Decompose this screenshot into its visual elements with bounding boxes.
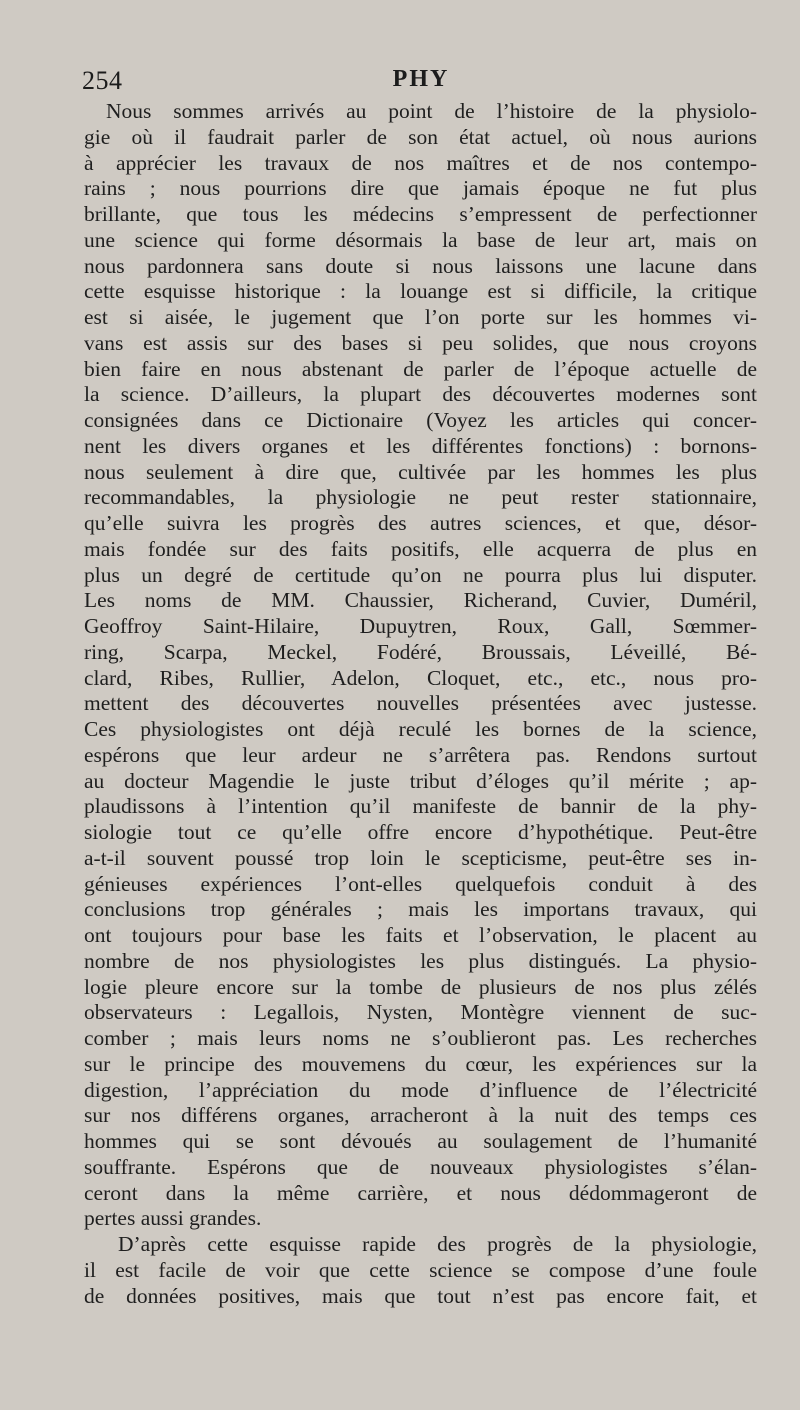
text-line: conclusions trop générales ; mais les importans travaux, qui bbox=[84, 897, 757, 922]
text-line: espérons que leur ardeur ne s’arrêtera pas. Rendons surtout bbox=[84, 742, 757, 767]
text-line: au docteur Magendie le juste tribut d’éloges qu’il mérite ; ap- bbox=[84, 768, 757, 793]
text-line: digestion, l’appréciation du mode d’influence de l’électricité bbox=[84, 1077, 757, 1102]
text-line: observateurs : Legallois, Nysten, Montègre viennent de suc- bbox=[84, 1000, 757, 1025]
text-line: mais fondée sur des faits positifs, elle acquerra de plus en bbox=[84, 536, 757, 561]
text-line: ring, Scarpa, Meckel, Fodéré, Broussais, Léveillé, Bé- bbox=[84, 639, 757, 664]
text-line: Les noms de MM. Chaussier, Richerand, Cuvier, Duméril, bbox=[84, 588, 757, 613]
text-line: hommes qui se sont dévoués au soulagement de l’humanité bbox=[84, 1129, 757, 1153]
text-line: siologie tout ce qu’elle offre encore d’hypothétique. Peut-être bbox=[84, 820, 757, 844]
text-line: plus un degré de certitude qu’on ne pourra plus lui disputer. bbox=[84, 562, 757, 587]
text-line: cette esquisse historique : la louange est si difficile, la critique bbox=[84, 279, 757, 304]
text-line: qu’elle suivra les progrès des autres sciences, et que, désor- bbox=[84, 511, 757, 535]
text-line: il est facile de voir que cette science se compose d’une foule bbox=[84, 1257, 757, 1282]
body-text bbox=[84, 99, 757, 1309]
text-line: nous seulement à dire que, cultivée par les hommes les plus bbox=[84, 459, 757, 484]
text-line: ceront dans la même carrière, et nous dédommageront de bbox=[84, 1180, 757, 1205]
text-line: nombre de nos physiologistes les plus distingués. La physio- bbox=[84, 948, 757, 973]
text-line: sur nos différens organes, arracheront à la nuit des temps ces bbox=[84, 1103, 757, 1128]
text-line: pertes aussi grandes. bbox=[84, 1206, 262, 1231]
text-line: nent les divers organes et les différentes fonctions) : bornons- bbox=[84, 433, 757, 458]
text-line: Ces physiologistes ont déjà reculé les bornes de la science, bbox=[84, 717, 757, 741]
text-line: nous pardonnera sans doute si nous laissons une lacune dans bbox=[84, 253, 757, 278]
text-line: la science. D’ailleurs, la plupart des découvertes modernes sont bbox=[84, 382, 757, 407]
text-line: Nous sommes arrivés au point de l’histoire de la physiolo- bbox=[106, 99, 757, 123]
text-line: bien faire en nous abstenant de parler de l’époque actuelle de bbox=[84, 356, 757, 381]
page-header bbox=[82, 60, 760, 100]
paragraph-2 bbox=[84, 1232, 757, 1309]
text-line: est si aisée, le jugement que l’on porte sur les hommes vi- bbox=[84, 305, 757, 329]
paragraph-1 bbox=[84, 99, 757, 1232]
text-line: a-t-il souvent poussé trop loin le scepticisme, peut-être ses in- bbox=[84, 845, 757, 870]
text-line: recommandables, la physiologie ne peut rester stationnaire, bbox=[84, 485, 757, 510]
text-line: D’après cette esquisse rapide des progrès de la physiologie, bbox=[118, 1232, 757, 1256]
text-line: mettent des découvertes nouvelles présentées avec justesse. bbox=[84, 691, 757, 716]
text-line: de données positives, mais que tout n’est pas encore fait, et bbox=[84, 1283, 757, 1308]
text-line: rains ; nous pourrions dire que jamais époque ne fut plus bbox=[84, 176, 757, 201]
text-line: gie où il faudrait parler de son état actuel, où nous aurions bbox=[84, 124, 757, 149]
text-line: logie pleure encore sur la tombe de plusieurs de nos plus zélés bbox=[84, 974, 757, 999]
text-line: consignées dans ce Dictionaire (Voyez les articles qui concer- bbox=[84, 408, 757, 432]
text-line: sur le principe des mouvemens du cœur, les expériences sur la bbox=[84, 1051, 757, 1076]
text-line: une science qui forme désormais la base de leur art, mais on bbox=[84, 227, 757, 252]
text-line: ont toujours pour base les faits et l’observation, le placent au bbox=[84, 923, 757, 947]
text-line: vans est assis sur des bases si peu solides, que nous croyons bbox=[84, 330, 757, 355]
text-line: à apprécier les travaux de nos maîtres et de nos contempo- bbox=[84, 150, 757, 175]
page-number: 254 bbox=[82, 66, 123, 95]
text-line: Geoffroy Saint-Hilaire, Dupuytren, Roux, Gall, Sœmmer- bbox=[84, 614, 757, 638]
text-line: plaudissons à l’intention qu’il manifeste de bannir de la phy- bbox=[84, 794, 757, 819]
text-line: comber ; mais leurs noms ne s’oublieront pas. Les recherches bbox=[84, 1026, 757, 1050]
text-line: génieuses expériences l’ont-elles quelquefois conduit à des bbox=[84, 871, 757, 896]
text-line: clard, Ribes, Rullier, Adelon, Cloquet, etc., etc., nous pro- bbox=[84, 665, 757, 690]
text-line: brillante, que tous les médecins s’empressent de perfectionner bbox=[84, 202, 757, 226]
running-head: PHY bbox=[392, 66, 450, 92]
text-line: souffrante. Espérons que de nouveaux physiologistes s’élan- bbox=[84, 1154, 757, 1179]
